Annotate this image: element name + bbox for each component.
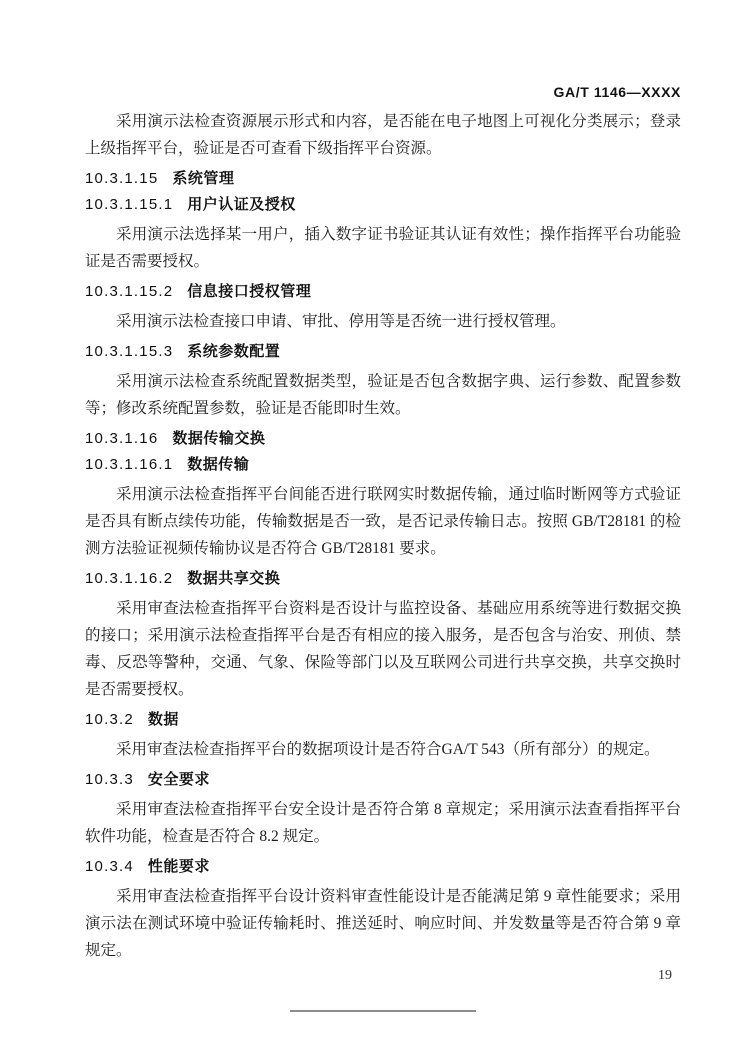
clause-title: 安全要求 bbox=[147, 771, 210, 788]
clause-heading bbox=[85, 857, 681, 876]
clause-heading bbox=[85, 770, 681, 789]
clause-number: 10.3.1.15 bbox=[85, 170, 159, 187]
clause-title: 用户认证及授权 bbox=[187, 196, 296, 213]
paragraph: 采用演示法选择某一用户，插入数字证书验证其认证有效性；操作指挥平台功能验证是否需要授权。 bbox=[85, 226, 681, 270]
paragraph: 采用演示法检查资源展示形式和内容，是否能在电子地图上可视化分类展示；登录上级指挥平台，验证是否可查看下级指挥平台资源。 bbox=[85, 113, 681, 157]
clause-heading bbox=[85, 282, 681, 301]
doc-code-header: GA/T 1146—XXXX bbox=[553, 84, 681, 100]
clause-number: 10.3.1.16.2 bbox=[85, 570, 174, 587]
clause-heading bbox=[85, 195, 681, 214]
paragraph: 采用演示法检查指挥平台间能否进行联网实时数据传输，通过临时断网等方式验证是否具有断点续传功能，传输数据是否一致，是否记录传输日志。按照 GB/T28181 的检测方法验证视频传输协议是否符合 GB/T28181 要求。 bbox=[85, 486, 681, 557]
clause-number: 10.3.1.15.3 bbox=[85, 343, 174, 360]
clause-number: 10.3.1.16 bbox=[85, 430, 159, 447]
clause-title: 数据 bbox=[147, 711, 179, 728]
clause-heading bbox=[85, 342, 681, 361]
clause-title: 系统管理 bbox=[172, 170, 235, 187]
clause-heading bbox=[85, 429, 681, 448]
clause-title: 数据传输交换 bbox=[172, 430, 266, 447]
document-content bbox=[85, 84, 681, 1012]
clause-title: 信息接口授权管理 bbox=[187, 283, 312, 300]
clause-heading bbox=[85, 169, 681, 188]
page-number: 19 bbox=[658, 968, 672, 983]
clause-number: 10.3.3 bbox=[85, 771, 134, 788]
clause-number: 10.3.1.15.2 bbox=[85, 283, 174, 300]
clause-number: 10.3.1.15.1 bbox=[85, 196, 174, 213]
clause-heading bbox=[85, 455, 681, 474]
paragraph: 采用审查法检查指挥平台设计资料审查性能设计是否能满足第 9 章性能要求；采用演示法在测试环境中验证传输耗时、推送延时、响应时间、并发数量等是否符合第 9 章规定。 bbox=[85, 888, 681, 959]
paragraph: 采用演示法检查系统配置数据类型，验证是否包含数据字典、运行参数、配置参数等；修改系统配置参数，验证是否能即时生效。 bbox=[85, 373, 681, 417]
clause-number: 10.3.1.16.1 bbox=[85, 456, 174, 473]
clause-heading bbox=[85, 569, 681, 588]
clause-number: 10.3.4 bbox=[85, 858, 134, 875]
paragraph: 采用审查法检查指挥平台安全设计是否符合第 8 章规定；采用演示法查看指挥平台软件功能，检查是否符合 8.2 规定。 bbox=[85, 801, 681, 845]
clause-title: 系统参数配置 bbox=[187, 343, 281, 360]
clause-heading bbox=[85, 710, 681, 729]
end-of-text-divider bbox=[290, 1010, 476, 1012]
clause-number: 10.3.2 bbox=[85, 711, 134, 728]
clause-title: 性能要求 bbox=[147, 858, 210, 875]
paragraph: 采用演示法检查接口申请、审批、停用等是否统一进行授权管理。 bbox=[116, 313, 566, 330]
clause-title: 数据共享交换 bbox=[187, 570, 281, 587]
clause-title: 数据传输 bbox=[187, 456, 250, 473]
paragraph: 采用审查法检查指挥平台资料是否设计与监控设备、基础应用系统等进行数据交换的接口；采用演示法检查指挥平台是否有相应的接入服务，是否包含与治安、刑侦、禁毒、反恐等警种，交通、气象、保险等部门以及互联网公司进行共享交换，共享交换时是否需要授权。 bbox=[85, 600, 681, 698]
paragraph: 采用审查法检查指挥平台的数据项设计是否符合GA/T 543（所有部分）的规定。 bbox=[116, 741, 660, 758]
